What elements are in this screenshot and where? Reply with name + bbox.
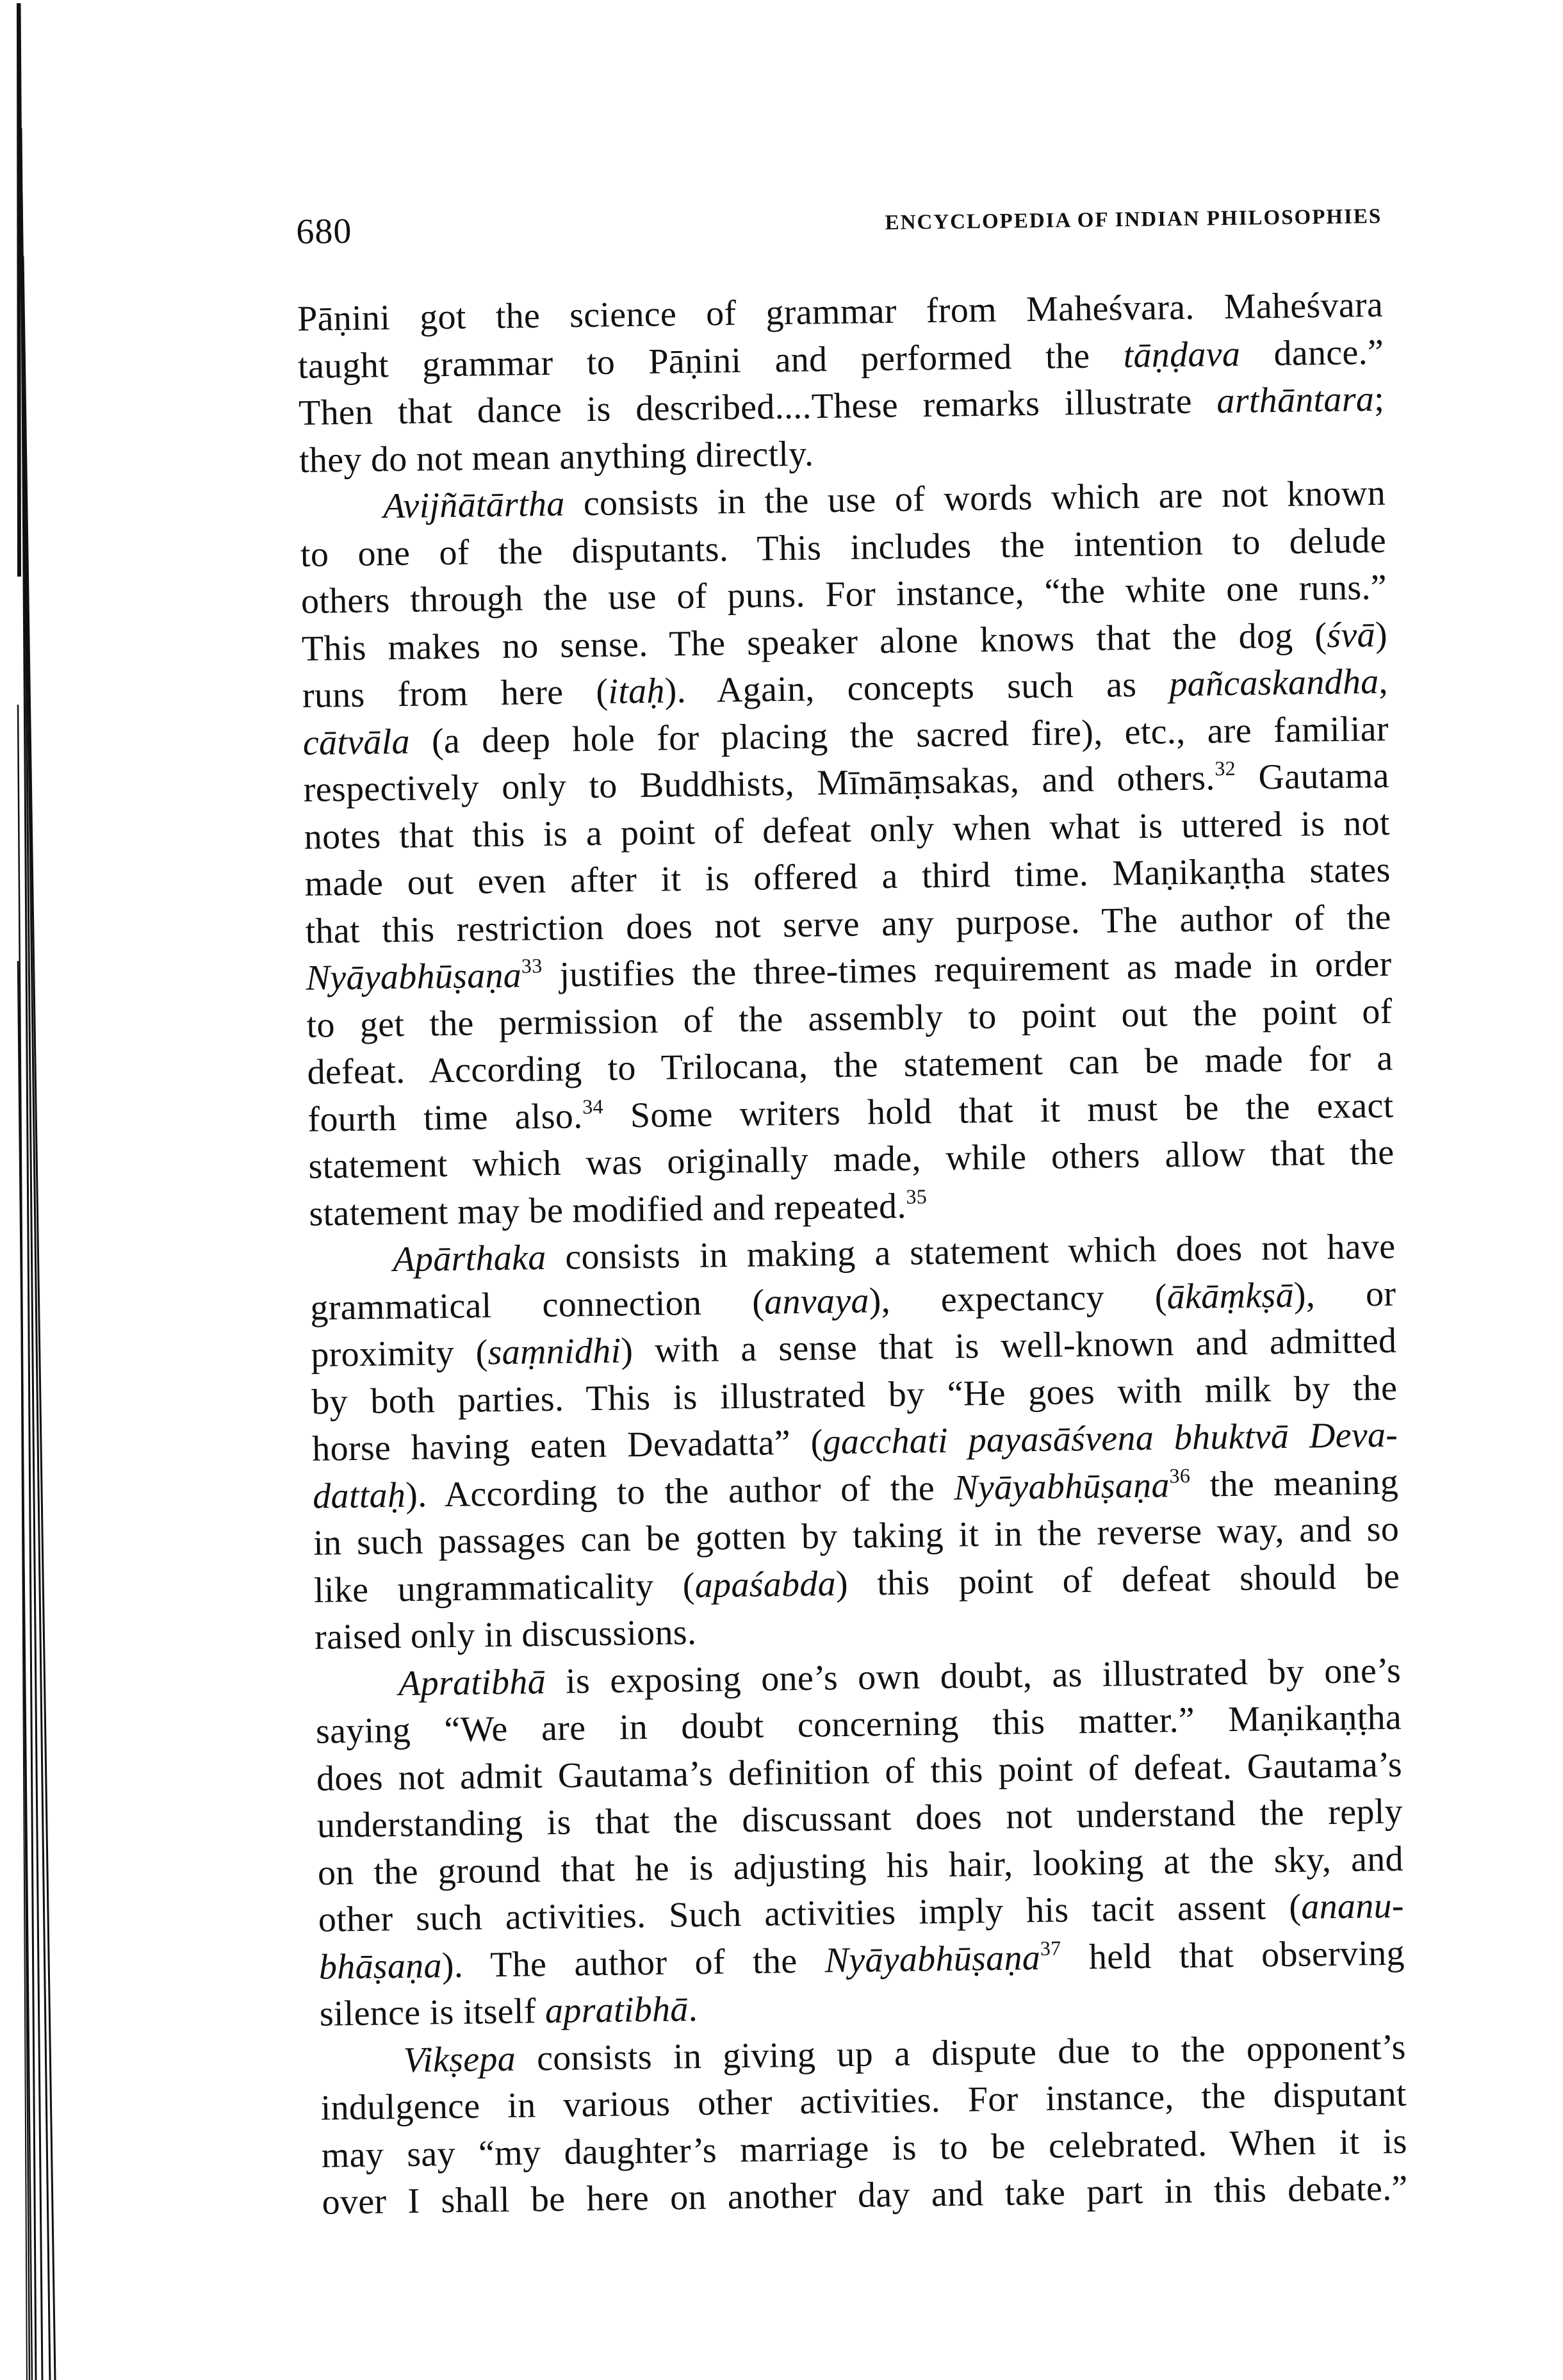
text-line: Then that dance is described....These remarks illustrate arthāntara;	[298, 379, 1385, 433]
paragraph-viksepa	[320, 2024, 1408, 2226]
italic-term: pañcaskandha	[1168, 661, 1379, 705]
footnote-ref: 33	[521, 954, 543, 978]
text-line: does not admit Gautama’s definition of this point of defeat. Gautama’s	[316, 1744, 1403, 1799]
text-line: saying “We are in doubt concerning this matter.” Maṇikaṇṭha	[315, 1697, 1402, 1752]
text-line: made out even after it is offered a third time. Maṇikaṇṭha states	[304, 849, 1391, 904]
italic-term: Vikṣepa	[403, 2039, 516, 2080]
text-line: fourth time also.$^{34}$ Some writers hold that it must be the exact	[307, 1085, 1394, 1140]
text-line: taught grammar to Pāṇini and performed the tāṇḍava dance.”	[297, 332, 1384, 386]
italic-term: gacchati payasāśvena bhuktvā Deva-	[822, 1415, 1398, 1463]
paragraph-avijnatartha	[300, 470, 1395, 1238]
text-line: they do not mean anything directly.	[299, 433, 814, 480]
text-line: understanding is that the discussant does not understand the reply	[316, 1791, 1403, 1846]
italic-term: apaśabda	[694, 1563, 837, 1605]
text-line: respectively only to Buddhists, Mīmāṃsakas, and others.$^{32}$ Gautama	[303, 755, 1390, 810]
text-line: horse having eaten Devadatta” (gacchati payasāśvena bhuktvā Deva-	[311, 1415, 1398, 1469]
footnote-ref: 32	[1215, 756, 1236, 780]
text-line: Apratibhā is exposing one’s own doubt, as illustrated by one’s	[398, 1650, 1402, 1703]
italic-term: śvā	[1326, 614, 1376, 655]
text-line: raised only in discussions.	[314, 1613, 697, 1657]
text-line: proximity (saṃnidhi) with a sense that is well-known and admitted	[310, 1320, 1397, 1375]
italic-term: apratibhā	[544, 1989, 689, 2031]
footnote-ref: 36	[1169, 1463, 1191, 1487]
italic-term: arthāntara	[1216, 379, 1375, 422]
footnote-ref: 35	[906, 1184, 928, 1208]
text-line: This makes no sense. The speaker alone knows that the dog (śvā)	[301, 614, 1388, 669]
running-title: ENCYCLOPEDIA OF INDIAN PHILOSOPHIES	[885, 204, 1382, 234]
page-number: 680	[296, 211, 352, 252]
body-text	[297, 282, 1408, 2226]
text-line: cātvāla (a deep hole for placing the sacred fire), etc., are familiar	[302, 709, 1389, 763]
text-line: bhāṣaṇa). The author of the Nyāyabhūṣaṇa$^{37}$ held that observing	[318, 1933, 1405, 1987]
book-page	[296, 197, 1408, 2226]
text-line: statement which was originally made, while others allow that the	[308, 1132, 1395, 1186]
text-line: by both parties. This is illustrated by “He goes with milk by the	[311, 1368, 1398, 1422]
scan-binding-edge	[0, 0, 77, 2380]
text-line: notes that this is a point of defeat only when what is uttered is not	[304, 803, 1391, 857]
text-line: other such activities. Such activities imply his tacit assent (ananu-	[318, 1885, 1405, 1940]
text-line: in such passages can be gotten by taking it in the reverse way, and so	[313, 1509, 1400, 1563]
italic-term: saṃnidhi	[487, 1331, 621, 1373]
italic-term: itaḥ	[607, 671, 666, 712]
running-head	[296, 197, 1382, 256]
italic-term: cātvāla	[302, 721, 411, 763]
text-line: dattaḥ). According to the author of the Nyāyabhūṣaṇa$^{36}$ the meaning	[312, 1462, 1399, 1516]
italic-term: Apārthaka	[393, 1238, 546, 1280]
text-line: others through the use of puns. For instance, “the white one runs.”	[300, 567, 1387, 621]
italic-term: Nyāyabhūṣaṇa	[306, 955, 522, 998]
italic-term: ākāṃkṣā	[1166, 1275, 1295, 1317]
text-line: Vikṣepa consists in giving up a dispute due to the opponent’s	[403, 2027, 1407, 2080]
footnote-ref: 34	[582, 1094, 604, 1118]
italic-term: Nyāyabhūṣaṇa	[824, 1937, 1041, 1980]
text-line: Pāṇini got the science of grammar from Maheśvara. Maheśvara	[297, 284, 1384, 339]
text-line: runs from here (itaḥ). Again, concepts such as pañcaskandha,	[302, 661, 1389, 716]
italic-term: anvaya	[764, 1280, 870, 1322]
text-line: on the ground that he is adjusting his hair, looking at the sky, and	[317, 1839, 1404, 1893]
text-line: to get the permission of the assembly to point out the point of	[306, 991, 1393, 1046]
text-line: over I shall be here on another day and take part in this debate.”	[322, 2168, 1408, 2222]
paragraph-intro	[297, 282, 1386, 484]
text-line: Nyāyabhūṣaṇa$^{33}$ justifies the three-times requirement as made in order	[306, 944, 1392, 998]
italic-term: Nyāyabhūṣaṇa	[953, 1465, 1170, 1508]
paragraph-apratibha	[315, 1647, 1406, 2038]
text-line: silence is itself apratibhā.	[319, 1989, 698, 2034]
italic-term: Apratibhā	[398, 1661, 546, 1703]
text-line: grammatical connection (anvaya), expectancy (ākāṃkṣā), or	[309, 1274, 1396, 1328]
text-line: statement may be modified and repeated.$^{35}$	[309, 1184, 928, 1234]
footnote-ref: 37	[1040, 1936, 1061, 1960]
text-line: Avijñātārtha consists in the use of words which are not known	[382, 473, 1386, 527]
text-line: may say “my daughter’s marriage is to be celebrated. When it is	[321, 2121, 1407, 2176]
text-line: to one of the disputants. This includes the intention to delude	[300, 520, 1387, 575]
text-line: that this restriction does not serve any purpose. The author of the	[305, 897, 1391, 951]
italic-term: dattaḥ	[312, 1475, 406, 1516]
italic-term: Avijñātārtha	[382, 484, 566, 527]
text-line: defeat. According to Trilocana, the statement can be made for a	[307, 1038, 1393, 1092]
text-line: like ungrammaticality (apaśabda) this point of defeat should be	[313, 1556, 1400, 1611]
paragraph-aparthaka	[309, 1224, 1401, 1662]
text-line: indulgence in various other activities. For instance, the disputant	[320, 2074, 1407, 2128]
text-line: Apārthaka consists in making a statement which does not have	[393, 1226, 1396, 1280]
italic-term: ananu-	[1300, 1885, 1405, 1927]
italic-term: bhāṣaṇa	[318, 1945, 443, 1987]
italic-term: tāṇḍava	[1123, 334, 1241, 375]
